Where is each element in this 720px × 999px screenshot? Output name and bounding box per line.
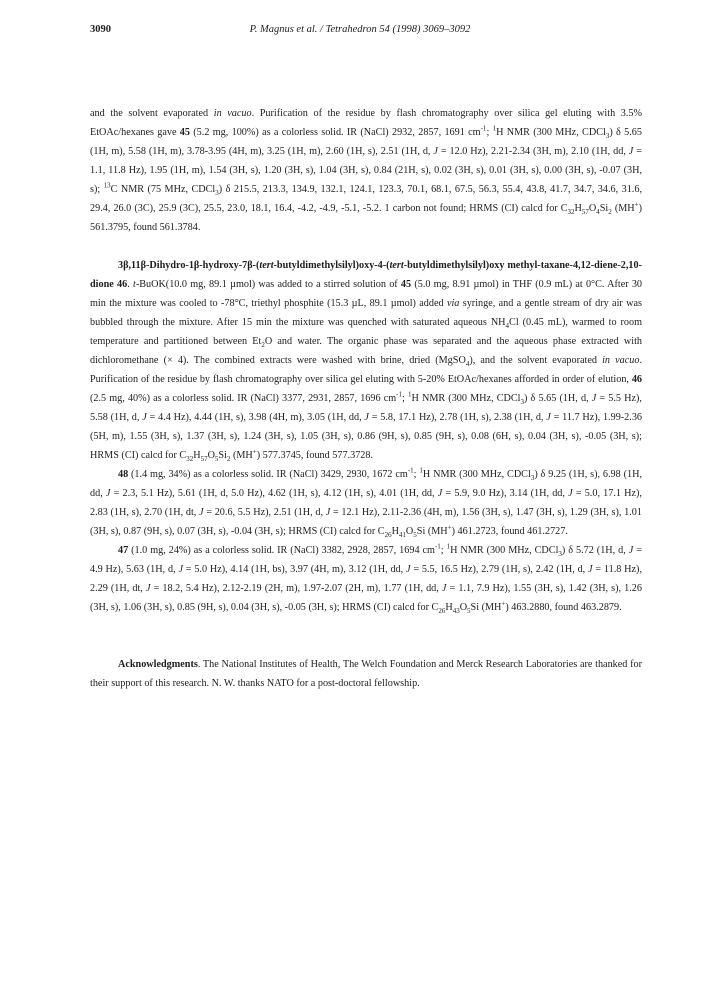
compound-number: 45 [179,127,190,138]
compound-number: 47 [118,545,129,556]
acknowledgments [90,655,642,693]
paragraph-compound-45-data: and the solvent evaporated in vacuo. Purification of the residue by flash chromatography over silica gel eluting with 3.5% EtOAc/hexanes gave 45 (5.2 mg, 100%) as a colorless solid. IR (NaCl) 2932, 2857, 1691 $cm^{-1}$; $^1$H NMR (300 MHz, CDCl$_3$) δ 5.65 (1H, m), 5.58 (1H, m), 3.78-3.95 (4H, m), 3.25 (1H, m), 2.60 (1H, s), 2.51 (1H, d, J = 12.0 Hz), 2.21-2.34 (3H, m), 2.10 (1H, dd, J = 1.1, 11.8 Hz), 1.95 (1H, m), 1.54 (3H, s), 1.20 (3H, s), 1.04 (3H, s), 0.84 (21H, s), 0.02 (3H, s), 0.01 (3H, s), 0.00 (3H, s), -0.07 (3H, s); $^{13}$C NMR (75 MHz, CDCl$_3$) δ 215.5, 213.3, 134.9, 132.1, 124.1, 123.3, 70.1, 68.1, 67.5, 56.3, 55.4, 43.8, 41.7, 34.7, 34.6, 31.6, 29.4, 26.0 (3C), 25.9 (3C), 25.5, 23.0, 18.1, 16.4, -4.2, -4.9, -5.1, -5.2. 1 carbon not found; HRMS (CI) calcd for $C_{32}H_{57}O_4Si_2$ (MH+) 561.3795, found 561.3784. [90,108,643,233]
running-head: P. Magnus et al. / Tetrahedron 54 (1998) 3069–3092 [249,24,471,35]
paragraph-compound-46-procedure: 3β,11β-Dihydro-1β-hydroxy-7β-(tert-butyldimethylsilyl)oxy-4-(tert-butyldimethylsilyl)oxy methyl-taxane-4,12-diene-2,10-dione 46. t-BuOK(10.0 mg, 89.1 µmol) was added to a stirred solution of 45 (5.0 mg, 8.91 µmol) in THF (0.9 mL) at 0°C. After 30 min the mixture was cooled to -78°C, triethyl phosphite (15.3 µL, 89.1 µmol) added via syringe, and a gentle stream of dry air was bubbled through the mixture. After 15 min the mixture was quenched with saturated aqueous $NH_4Cl$ (0.45 mL), warmed to room temperature and partitioned between $Et_2O$ and water. The organic phase was separated and the aqueous phase extracted with dichloromethane (× 4). The combined extracts were washed with brine, dried (MgSO$_4$), and the solvent evaporated in vacuo. Purification of the residue by flash chromatography over silica gel eluting with 5-20% EtOAc/hexanes afforded in order of elution, 46 (2.5 mg, 40%) as a colorless solid. IR (NaCl) 3377, 2931, 2857, 1696 $cm^{-1}$; $^1$H NMR (300 MHz, CDCl$_3$) δ 5.65 (1H, d, J = 5.5 Hz), 5.58 (1H, d, J = 4.4 Hz), 4.44 (1H, s), 3.98 (4H, m), 3.05 (1H, dd, J = 5.8, 17.1 Hz), 2.78 (1H, s), 2.38 (1H, d, J = 11.7 Hz), 1.99-2.36 (5H, m), 1.55 (3H, s), 1.37 (3H, s), 1.24 (3H, s), 1.05 (3H, s), 0.86 (9H, s), 0.85 (9H, s), 0.08 (6H, s), 0.04 (3H, s), -0.05 (3H, s); HRMS (CI) calcd for $C_{32}H_{57}O_5Si_2$ (MH+) 577.3745, found 577.3728. [90,260,643,464]
paragraph-compound-48-data: 48 (1.4 mg, 34%) as a colorless solid. IR (NaCl) 3429, 2930, 1672 $cm^{-1}$; $^1$H NMR (300 MHz, CDCl$_3$) δ 9.25 (1H, s), 6.98 (1H, dd, J = 2.3, 5.1 Hz), 5.61 (1H, d, 5.0 Hz), 4.62 (1H, s), 4.12 (1H, s), 4.01 (1H, dd, J = 5.9, 9.0 Hz), 3.14 (1H, dd, J = 5.0, 17.1 Hz), 2.83 (1H, s), 2.70 (1H, dt, J = 20.6, 5.5 Hz), 2.51 (1H, d, J = 12.1 Hz), 2.11-2.36 (4H, m), 1.56 (3H, s), 1.47 (3H, s), 1.29 (3H, s), 1.01 (3H, s), 0.87 (9H, s), 0.07 (3H, s), -0.04 (3H, s); HRMS (CI) calcd for $C_{26}H_{41}O_5Si$ (MH+) 461.2723, found 461.2727. [90,466,642,540]
acknowledgments-text: . The National Institutes of Health, The Welch Foundation and Merck Research Laboratories are thanked for their support of this research. N. W. thanks NATO for a post-doctoral fellowship. [90,659,642,689]
page-header [90,24,630,40]
compound-title: 3β,11β-Dihydro-1β-hydroxy-7β-(tert-butyldimethylsilyl)oxy-4-(tert-butyldimethylsilyl)oxy methyl-taxane-4,12-diene-2,10-dione 46 [90,260,642,290]
compound-number: 48 [118,469,129,480]
acknowledgments-heading: Acknowledgments [118,659,198,670]
page-number: 3090 [90,24,111,35]
body-text [90,104,642,693]
paragraph-compound-47-data: 47 (1.0 mg, 24%) as a colorless solid. IR (NaCl) 3382, 2928, 2857, 1694 $cm^{-1}$; $^1$H NMR (300 MHz, CDCl$_3$) δ 5.72 (1H, d, J = 4.9 Hz), 5.63 (1H, d, J = 5.0 Hz), 4.14 (1H, bs), 3.97 (4H, m), 3.12 (1H, dd, J = 5.5, 16.5 Hz), 2.79 (1H, s), 2.42 (1H, d, J = 11.8 Hz), 2.29 (1H, dt, J = 18.2, 5.4 Hz), 2.12-2.19 (2H, m), 1.97-2.07 (2H, m), 1.77 (1H, dd, J = 1.1, 7.9 Hz), 1.55 (3H, s), 1.42 (3H, s), 1.26 (3H, s), 1.06 (3H, s), 0.85 (9H, s), 0.04 (3H, s), -0.05 (3H, s); HRMS (CI) calcd for $C_{26}H_{43}O_5Si$ (MH+) 463.2880, found 463.2879. [90,542,642,616]
